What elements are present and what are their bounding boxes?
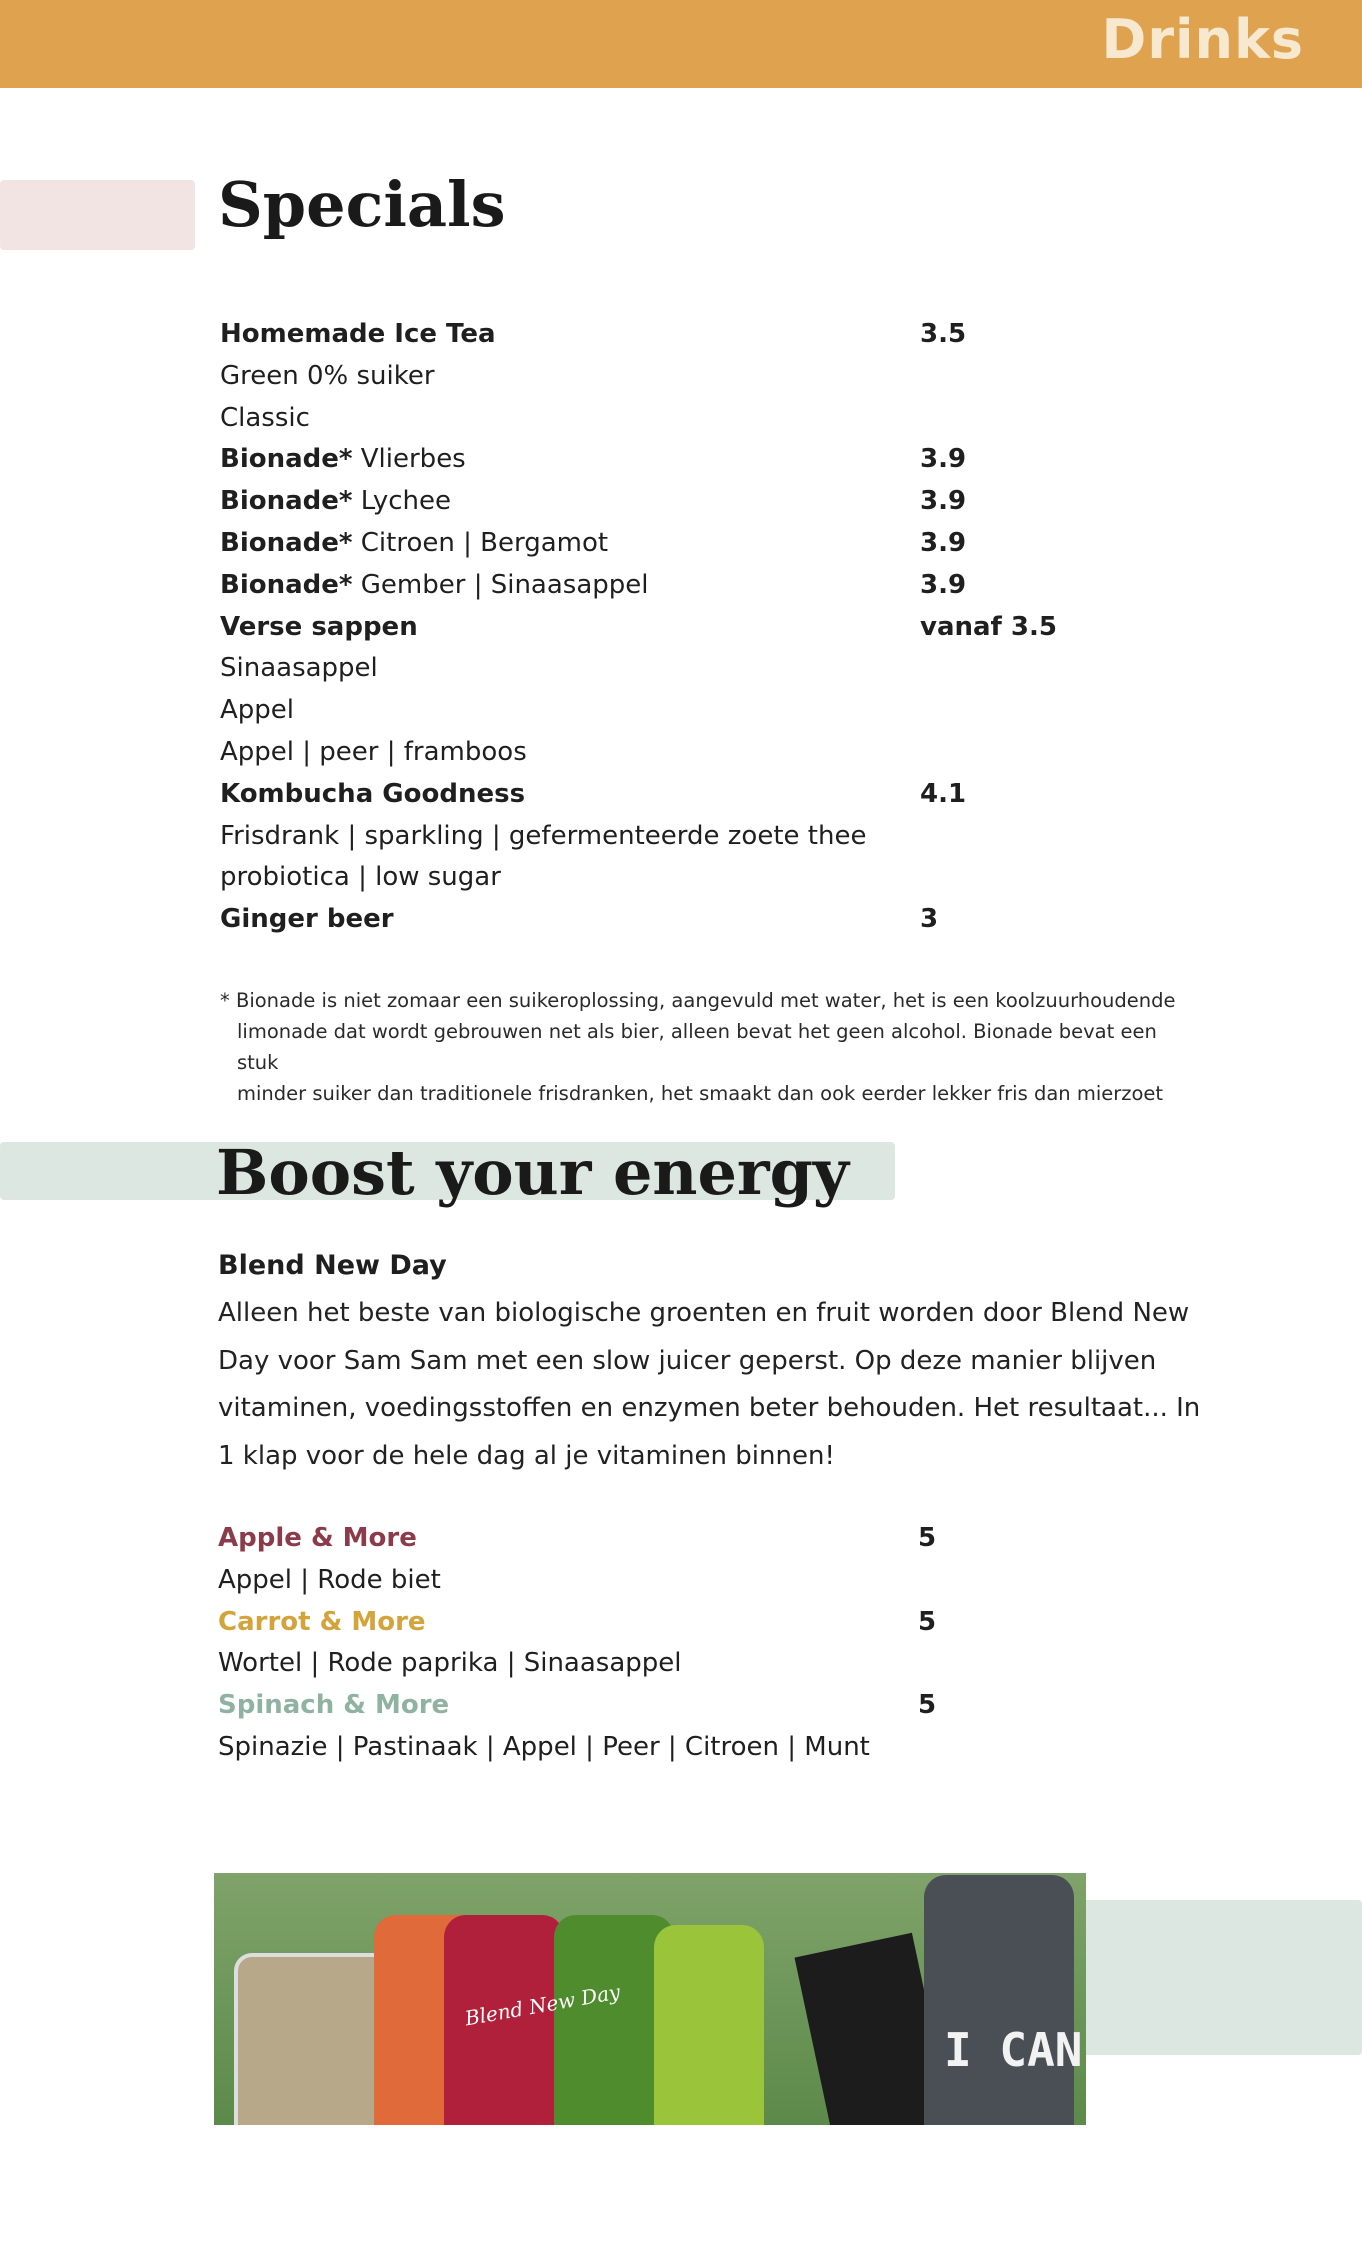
menu-item [220, 398, 1120, 440]
item-detail: Citroen | Bergamot [352, 527, 609, 558]
header-bar [0, 0, 1362, 88]
glass-bottle [924, 1875, 1074, 2125]
item-detail: Vlierbes [352, 444, 466, 475]
item-name: Ginger beer [220, 904, 394, 935]
footnote-line: * Bionade is niet zomaar een suikeroplossing, aangevuld met water, het is een koolzuurhoudende [220, 989, 1176, 1012]
menu-item [220, 899, 1120, 941]
juice-menu [218, 1518, 1118, 1769]
item-price: 4.1 [920, 778, 967, 809]
item-name: Bionade* [220, 444, 353, 475]
item-name: Spinach & More [218, 1690, 450, 1721]
bionade-footnote [220, 985, 1180, 1109]
item-price: 3.5 [920, 319, 967, 349]
item-name: Bionade* [220, 486, 353, 517]
item-detail: Wortel | Rode paprika | Sinaasappel [218, 1648, 682, 1679]
menu-item-detail [218, 1727, 1118, 1769]
menu-item [218, 1602, 1118, 1644]
item-price: 5 [918, 1523, 937, 1553]
item-detail: Frisdrank | sparkling | gefermenteerde zoete thee [220, 820, 867, 851]
menu-item [220, 523, 1120, 565]
item-detail: Classic [220, 402, 310, 433]
item-price: vanaf 3.5 [920, 611, 1057, 642]
item-price: 3.9 [920, 527, 967, 558]
item-price: 3.9 [920, 486, 967, 517]
footnote-line: limonade dat wordt gebrouwen net als bier, alleen bevat het geen alcohol. Bionade bevat een stuk [237, 1020, 1157, 1074]
blend-description: Alleen het beste van biologische groenten en fruit worden door Blend New Day voor Sam Sam met een slow juicer geperst. Op deze manier blijven vitaminen, voedingsstoffen en enzymen beter behouden. Het resultaat... In 1 klap voor de hele dag al je vitaminen binnen! [218, 1298, 1201, 1471]
menu-item [220, 690, 1120, 732]
tea-jar [234, 1953, 392, 2125]
item-price: 3.9 [920, 444, 967, 475]
menu-item [220, 816, 1120, 858]
item-name: Kombucha Goodness [220, 778, 526, 809]
item-price: 3.9 [920, 569, 967, 600]
item-name: Verse sappen [220, 611, 418, 642]
juice-bottles-photo [214, 1873, 1086, 2125]
footnote-line: minder suiker dan traditionele frisdranken, het smaakt dan ook eerder lekker fris dan mierzoet [237, 1082, 1164, 1105]
item-price: 5 [918, 1606, 937, 1637]
item-detail: Spinazie | Pastinaak | Appel | Peer | Citroen | Munt [218, 1731, 870, 1762]
blend-title: Blend New Day [218, 1250, 447, 1281]
item-name: Bionade* [220, 569, 353, 600]
menu-item [220, 648, 1120, 690]
item-detail: Lychee [352, 486, 452, 517]
bottle-text: I CAN [944, 2023, 1083, 2077]
menu-item [220, 732, 1120, 774]
item-name: Homemade Ice Tea [220, 319, 496, 349]
boost-heading: Boost your energy [216, 1136, 849, 1209]
decorative-brush-stroke [1080, 1900, 1362, 2055]
item-detail: Green 0% suiker [220, 360, 435, 391]
specials-menu [220, 314, 1120, 941]
menu-item [220, 565, 1120, 607]
page-title: Drinks [1101, 8, 1304, 71]
menu-item [220, 439, 1120, 481]
item-detail: Appel | peer | framboos [220, 736, 527, 767]
menu-item [220, 774, 1120, 816]
item-detail: Gember | Sinaasappel [352, 569, 649, 600]
menu-item-detail [218, 1560, 1118, 1602]
bottle-label: Blend New Day [463, 1979, 622, 2031]
item-price: 5 [918, 1690, 937, 1721]
menu-item [220, 857, 1120, 899]
menu-item [218, 1518, 1118, 1560]
item-name: Bionade* [220, 527, 353, 558]
menu-item [220, 356, 1120, 398]
menu-item [220, 607, 1120, 649]
item-detail: Appel [220, 695, 295, 726]
menu-item [220, 314, 1120, 356]
item-name: Apple & More [218, 1523, 417, 1553]
item-price: 3 [920, 904, 939, 935]
menu-item-detail [218, 1643, 1118, 1685]
specials-heading: Specials [218, 168, 506, 241]
juice-bottle [654, 1925, 764, 2125]
menu-item [218, 1685, 1118, 1727]
item-detail: probiotica | low sugar [220, 862, 501, 893]
item-detail: Sinaasappel [220, 653, 378, 684]
menu-item [220, 481, 1120, 523]
item-detail: Appel | Rode biet [218, 1564, 441, 1595]
decorative-brush-stroke [0, 180, 195, 250]
item-name: Carrot & More [218, 1606, 426, 1637]
